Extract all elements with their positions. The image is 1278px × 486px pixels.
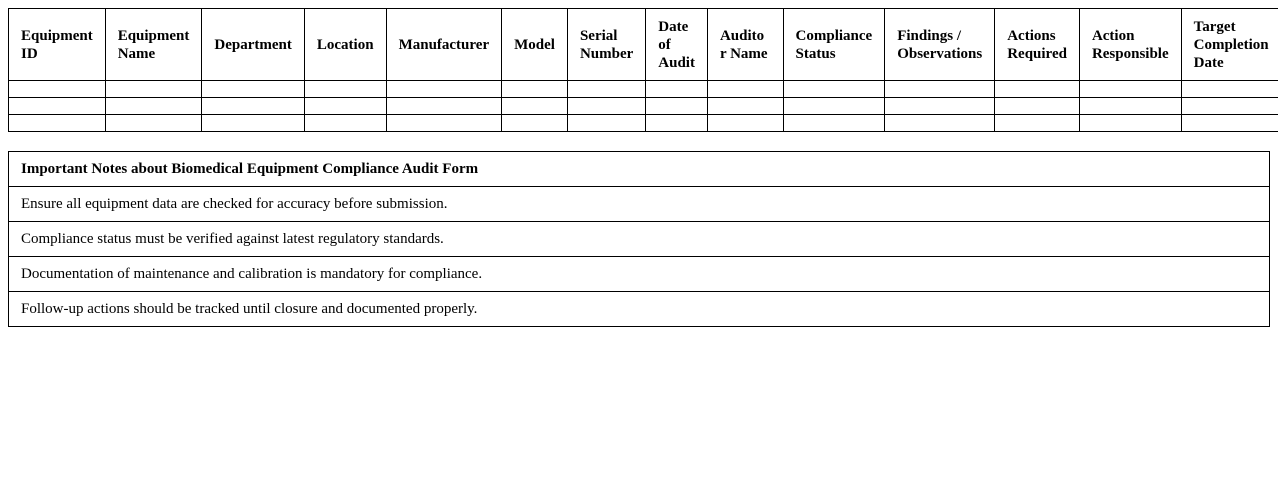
table-cell[interactable] [995, 98, 1080, 115]
table-row [9, 98, 1278, 115]
audit-header-row [9, 9, 1278, 81]
column-header-equipment-name: Equipment Name [105, 9, 202, 81]
table-cell[interactable] [646, 81, 708, 98]
table-cell[interactable] [502, 115, 568, 132]
column-header-equipment-id: Equipment ID [9, 9, 106, 81]
table-cell[interactable] [202, 81, 304, 98]
table-cell[interactable] [1079, 115, 1181, 132]
column-header-compliance-status: Compliance Status [783, 9, 885, 81]
note-item: Ensure all equipment data are checked for accuracy before submission. [9, 187, 1270, 222]
table-cell[interactable] [995, 81, 1080, 98]
column-header-manufacturer: Manufacturer [386, 9, 502, 81]
notes-table [8, 151, 1270, 327]
table-cell[interactable] [783, 115, 885, 132]
column-header-findings-observations: Findings / Observations [885, 9, 995, 81]
table-cell[interactable] [567, 115, 645, 132]
table-cell[interactable] [105, 98, 202, 115]
table-cell[interactable] [105, 115, 202, 132]
table-cell[interactable] [202, 115, 304, 132]
notes-row [9, 222, 1270, 257]
column-header-department: Department [202, 9, 304, 81]
table-cell[interactable] [707, 115, 783, 132]
audit-table-container [8, 8, 1278, 132]
table-cell[interactable] [885, 81, 995, 98]
notes-row [9, 292, 1270, 327]
table-cell[interactable] [885, 115, 995, 132]
table-row [9, 81, 1278, 98]
table-cell[interactable] [9, 98, 106, 115]
note-item: Documentation of maintenance and calibration is mandatory for compliance. [9, 257, 1270, 292]
table-cell[interactable] [783, 98, 885, 115]
audit-table-body [9, 81, 1278, 132]
table-cell[interactable] [9, 115, 106, 132]
table-cell[interactable] [304, 81, 386, 98]
table-cell[interactable] [105, 81, 202, 98]
table-cell[interactable] [646, 115, 708, 132]
notes-title: Important Notes about Biomedical Equipment Compliance Audit Form [9, 152, 1270, 187]
note-item: Compliance status must be verified against latest regulatory standards. [9, 222, 1270, 257]
column-header-target-completion-date: Target Completion Date [1181, 9, 1278, 81]
notes-row [9, 187, 1270, 222]
column-header-action-responsible: Action Responsible [1079, 9, 1181, 81]
notes-title-row [9, 152, 1270, 187]
column-header-model: Model [502, 9, 568, 81]
column-header-serial-number: Serial Number [567, 9, 645, 81]
table-cell[interactable] [386, 115, 502, 132]
column-header-date-of-audit: Date of Audit [646, 9, 708, 81]
table-cell[interactable] [9, 81, 106, 98]
table-cell[interactable] [1079, 81, 1181, 98]
audit-table [8, 8, 1278, 132]
note-item: Follow-up actions should be tracked until closure and documented properly. [9, 292, 1270, 327]
table-cell[interactable] [646, 98, 708, 115]
table-cell[interactable] [1181, 81, 1278, 98]
table-cell[interactable] [707, 81, 783, 98]
notes-container [8, 151, 1270, 327]
table-cell[interactable] [707, 98, 783, 115]
table-cell[interactable] [202, 98, 304, 115]
column-header-actions-required: Actions Required [995, 9, 1080, 81]
table-cell[interactable] [567, 81, 645, 98]
table-cell[interactable] [1181, 115, 1278, 132]
table-cell[interactable] [1181, 98, 1278, 115]
table-row [9, 115, 1278, 132]
column-header-auditor-name: Auditor Name [707, 9, 783, 81]
table-cell[interactable] [304, 98, 386, 115]
table-cell[interactable] [502, 81, 568, 98]
table-cell[interactable] [386, 98, 502, 115]
notes-row [9, 257, 1270, 292]
table-cell[interactable] [885, 98, 995, 115]
table-cell[interactable] [304, 115, 386, 132]
table-cell[interactable] [783, 81, 885, 98]
column-header-location: Location [304, 9, 386, 81]
table-cell[interactable] [502, 98, 568, 115]
table-cell[interactable] [567, 98, 645, 115]
table-cell[interactable] [386, 81, 502, 98]
table-cell[interactable] [995, 115, 1080, 132]
table-cell[interactable] [1079, 98, 1181, 115]
